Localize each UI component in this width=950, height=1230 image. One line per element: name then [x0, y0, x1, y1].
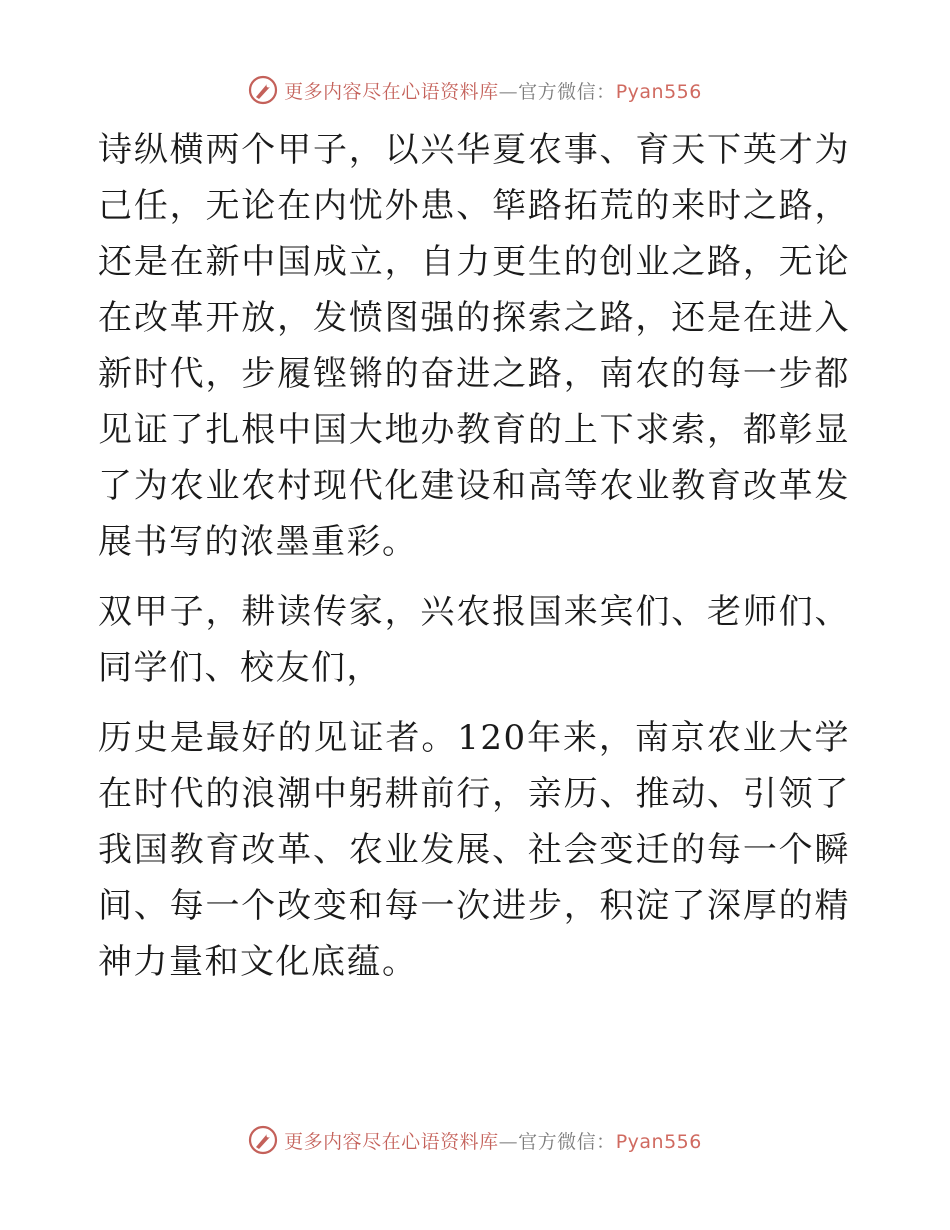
header-banner-dash: —	[498, 80, 519, 103]
pen-nib-logo-icon	[248, 1125, 278, 1155]
header-banner-text	[284, 77, 702, 104]
footer-banner-main: 更多内容尽在心语资料库	[284, 1130, 499, 1153]
paragraph-3: 历史是最好的见证者。120年来，南京农业大学在时代的浪潮中躬耕前行，亲历、推动、引领了我国教育改革、农业发展、社会变迁的每一个瞬间、每一个改变和每一次进步，积淀了深厚的精神力量和文化底蕴。	[98, 718, 850, 982]
footer-banner-wechat-id: Pyan556	[615, 1130, 702, 1153]
document-body	[98, 122, 850, 990]
header-banner-wechat-id: Pyan556	[615, 80, 702, 103]
footer-banner-text	[284, 1127, 702, 1154]
paragraph-1: 诗纵横两个甲子，以兴华夏农事、育天下英才为己任，无论在内忧外患、筚路拓荒的来时之路，还是在新中国成立，自力更生的创业之路，无论在改革开放，发愤图强的探索之路，还是在进入新时代，步履铿锵的奋进之路，南农的每一步都见证了扎根中国大地办教育的上下求索，都彰显了为农业农村现代化建设和高等农业教育改革发展书写的浓墨重彩。	[98, 130, 850, 562]
header-banner-wechat-label: 官方微信：	[518, 80, 616, 103]
footer-banner	[0, 1122, 950, 1158]
pen-nib-logo-icon	[248, 75, 278, 105]
footer-banner-wechat-label: 官方微信：	[518, 1130, 616, 1153]
header-banner	[0, 72, 950, 108]
header-banner-main: 更多内容尽在心语资料库	[284, 80, 499, 103]
paragraph-2: 双甲子，耕读传家，兴农报国来宾们、老师们、同学们、校友们，	[98, 592, 850, 688]
footer-banner-dash: —	[498, 1130, 519, 1153]
